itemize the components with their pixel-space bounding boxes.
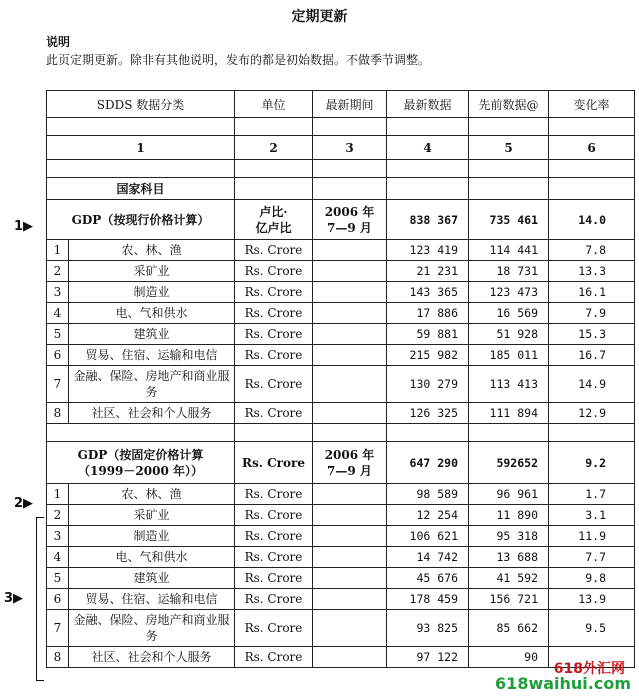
row-period [313, 303, 387, 324]
row-category: 制造业 [69, 526, 235, 547]
row-index: 8 [47, 647, 69, 668]
row-unit: Rs. Crore [235, 647, 313, 668]
marker-3: 3▶ [4, 591, 24, 606]
bracket [36, 517, 44, 681]
row-latest: 97 122 [387, 647, 469, 668]
row-unit: Rs. Crore [235, 568, 313, 589]
section-label-row [47, 178, 635, 200]
table-row [47, 345, 635, 366]
row-latest: 215 982 [387, 345, 469, 366]
row-previous: 16 569 [469, 303, 549, 324]
gdp-current-latest: 838 367 [387, 200, 469, 240]
watermark-logo-text: 618外汇网 [553, 661, 625, 677]
row-unit: Rs. Crore [235, 526, 313, 547]
row-index: 2 [47, 505, 69, 526]
row-category: 建筑业 [69, 568, 235, 589]
table-row [47, 484, 635, 505]
page-title: 定期更新 [291, 9, 348, 25]
row-change: 1.7 [549, 484, 635, 505]
col-header-change: 变化率 [549, 91, 635, 118]
row-change: 14.9 [549, 366, 635, 403]
row-index: 8 [47, 403, 69, 424]
row-latest: 98 589 [387, 484, 469, 505]
row-change: 16.1 [549, 282, 635, 303]
col-header-period: 最新期间 [313, 91, 387, 118]
table-row [47, 240, 635, 261]
row-unit: Rs. Crore [235, 589, 313, 610]
row-category: 农、林、渔 [69, 240, 235, 261]
col-number: 6 [549, 136, 635, 160]
col-header-latest: 最新数据 [387, 91, 469, 118]
row-unit: Rs. Crore [235, 303, 313, 324]
row-previous: 96 961 [469, 484, 549, 505]
row-latest: 178 459 [387, 589, 469, 610]
row-previous: 18 731 [469, 261, 549, 282]
row-change: 7.9 [549, 303, 635, 324]
row-index: 4 [47, 547, 69, 568]
row-latest: 45 676 [387, 568, 469, 589]
spacer-row [47, 160, 635, 178]
gdp-constant-label: GDP（按固定价格计算 （1999－2000 年）） [47, 442, 235, 484]
spacer-row [47, 118, 635, 136]
row-index: 2 [47, 261, 69, 282]
col-number: 5 [469, 136, 549, 160]
col-number: 1 [47, 136, 235, 160]
row-period [313, 261, 387, 282]
marker-2: 2▶ [14, 496, 34, 511]
row-period [313, 589, 387, 610]
row-period [313, 484, 387, 505]
table-row [47, 261, 635, 282]
gdp-constant-latest: 647 290 [387, 442, 469, 484]
row-period [313, 345, 387, 366]
row-period [313, 568, 387, 589]
row-index: 6 [47, 589, 69, 610]
row-category: 贸易、住宿、运输和电信 [69, 589, 235, 610]
row-latest: 59 881 [387, 324, 469, 345]
row-category: 采矿业 [69, 261, 235, 282]
row-change: 13.9 [549, 589, 635, 610]
watermark-url: 618waihui.com [495, 674, 631, 693]
row-previous: 13 688 [469, 547, 549, 568]
row-previous: 114 441 [469, 240, 549, 261]
row-previous: 51 928 [469, 324, 549, 345]
gdp-current-change: 14.0 [549, 200, 635, 240]
row-previous: 185 011 [469, 345, 549, 366]
row-change: 7.7 [549, 547, 635, 568]
table-row [47, 647, 635, 668]
gdp-constant-period: 2006 年 7—9 月 [313, 442, 387, 484]
row-latest: 123 419 [387, 240, 469, 261]
row-index: 1 [47, 484, 69, 505]
table-row [47, 589, 635, 610]
table-row [47, 505, 635, 526]
row-change: 16.7 [549, 345, 635, 366]
table-row [47, 324, 635, 345]
row-category: 建筑业 [69, 324, 235, 345]
row-index: 4 [47, 303, 69, 324]
row-latest: 130 279 [387, 366, 469, 403]
row-index: 7 [47, 610, 69, 647]
row-latest: 21 231 [387, 261, 469, 282]
row-previous: 111 894 [469, 403, 549, 424]
row-index: 5 [47, 568, 69, 589]
row-category: 电、气和供水 [69, 303, 235, 324]
row-category: 采矿业 [69, 505, 235, 526]
col-header-category: SDDS 数据分类 [47, 91, 235, 118]
row-index: 3 [47, 526, 69, 547]
row-period [313, 505, 387, 526]
row-period [313, 282, 387, 303]
col-number: 2 [235, 136, 313, 160]
row-index: 1 [47, 240, 69, 261]
col-header-previous: 先前数据@ [469, 91, 549, 118]
row-previous: 41 592 [469, 568, 549, 589]
table-row [47, 568, 635, 589]
column-number-row [47, 136, 635, 160]
row-period [313, 366, 387, 403]
row-unit: Rs. Crore [235, 282, 313, 303]
col-number: 3 [313, 136, 387, 160]
row-unit: Rs. Crore [235, 261, 313, 282]
row-change: 11.9 [549, 526, 635, 547]
row-period [313, 647, 387, 668]
table-row [47, 610, 635, 647]
row-category: 社区、社会和个人服务 [69, 647, 235, 668]
row-previous: 113 413 [469, 366, 549, 403]
row-period [313, 403, 387, 424]
row-latest: 14 742 [387, 547, 469, 568]
gdp-constant-previous: 592652 [469, 442, 549, 484]
row-change: 7.8 [549, 240, 635, 261]
row-latest: 12 254 [387, 505, 469, 526]
row-category: 社区、社会和个人服务 [69, 403, 235, 424]
table-row [47, 303, 635, 324]
gdp-current-row [47, 200, 635, 240]
header-row [47, 91, 635, 118]
row-unit: Rs. Crore [235, 240, 313, 261]
row-category: 制造业 [69, 282, 235, 303]
row-category: 金融、保险、房地产和商业服务 [69, 610, 235, 647]
row-change: 9.8 [549, 568, 635, 589]
row-previous: 123 473 [469, 282, 549, 303]
row-latest: 106 621 [387, 526, 469, 547]
row-change: 3.1 [549, 505, 635, 526]
row-period [313, 610, 387, 647]
row-unit: Rs. Crore [235, 484, 313, 505]
row-unit: Rs. Crore [235, 610, 313, 647]
table-row [47, 282, 635, 303]
row-previous: 85 662 [469, 610, 549, 647]
row-previous: 95 318 [469, 526, 549, 547]
marker-1: 1▶ [14, 219, 34, 234]
row-latest: 143 365 [387, 282, 469, 303]
row-change: 15.3 [549, 324, 635, 345]
gdp-current-unit: 卢比· 亿卢比 [235, 200, 313, 240]
row-unit: Rs. Crore [235, 324, 313, 345]
gdp-constant-unit: Rs. Crore [235, 442, 313, 484]
row-category: 农、林、渔 [69, 484, 235, 505]
row-period [313, 526, 387, 547]
row-previous: 11 890 [469, 505, 549, 526]
row-index: 6 [47, 345, 69, 366]
row-latest: 93 825 [387, 610, 469, 647]
row-category: 贸易、住宿、运输和电信 [69, 345, 235, 366]
row-period [313, 547, 387, 568]
table-row [47, 403, 635, 424]
row-previous: 156 721 [469, 589, 549, 610]
row-index: 5 [47, 324, 69, 345]
gdp-current-label: GDP（按现行价格计算） [47, 200, 235, 240]
gdp-current-previous: 735 461 [469, 200, 549, 240]
col-header-unit: 单位 [235, 91, 313, 118]
row-change: 13.3 [549, 261, 635, 282]
row-period [313, 324, 387, 345]
table-row [47, 526, 635, 547]
row-previous: 90 [469, 647, 549, 668]
table-row [47, 547, 635, 568]
row-unit: Rs. Crore [235, 366, 313, 403]
row-latest: 17 886 [387, 303, 469, 324]
row-change: 9.5 [549, 610, 635, 647]
row-unit: Rs. Crore [235, 547, 313, 568]
spacer-row [47, 424, 635, 442]
section-label: 国家科目 [47, 178, 235, 200]
data-table [46, 90, 635, 668]
gdp-constant-change: 9.2 [549, 442, 635, 484]
table-row [47, 366, 635, 403]
gdp-current-period: 2006 年 7—9 月 [313, 200, 387, 240]
row-index: 7 [47, 366, 69, 403]
row-change: 12.9 [549, 403, 635, 424]
row-unit: Rs. Crore [235, 505, 313, 526]
note-heading: 说明 [46, 35, 71, 49]
note-body: 此页定期更新。除非有其他说明，发布的都是初始数据。不做季节调整。 [46, 53, 431, 67]
row-latest: 126 325 [387, 403, 469, 424]
row-category: 金融、保险、房地产和商业服务 [69, 366, 235, 403]
row-period [313, 240, 387, 261]
row-category: 电、气和供水 [69, 547, 235, 568]
row-unit: Rs. Crore [235, 403, 313, 424]
gdp-constant-row [47, 442, 635, 484]
row-unit: Rs. Crore [235, 345, 313, 366]
row-index: 3 [47, 282, 69, 303]
col-number: 4 [387, 136, 469, 160]
